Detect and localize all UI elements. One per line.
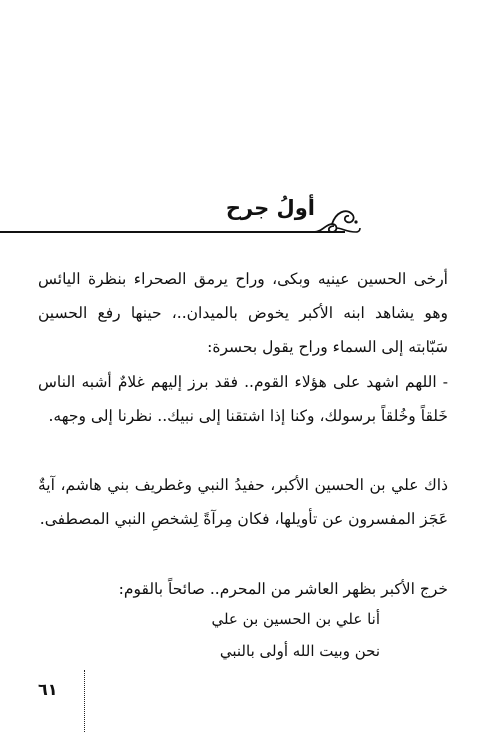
verse-line-2: نحن وبيت الله أولى بالنبي bbox=[219, 642, 380, 660]
page-number: ٦١ bbox=[38, 680, 58, 699]
header-rule bbox=[0, 231, 345, 233]
margin-dotted-line bbox=[84, 670, 85, 732]
paragraph-1: أرخى الحسين عينيه وبكى، وراح يرمق الصحراء بنظرة اليائس وهو يشاهد ابنه الأكبر يخوض بالميدان..، حينها رفع الحسين سَبّابته إلى السماء وراح يقول بحسرة: bbox=[38, 270, 448, 356]
ornament-icon bbox=[312, 202, 362, 238]
paragraph-2: - اللهم اشهد على هؤلاء القوم.. فقد برز إليهم غلامٌ أشبه الناس خَلقاً وخُلقاً برسولك، وكنا إذا اشتقنا إلى نبيك.. نظرنا إلى وجهه. bbox=[38, 373, 448, 425]
chapter-header bbox=[0, 190, 485, 250]
paragraph-3: ذاك علي بن الحسين الأكبر، حفيدُ النبي وغطريف بني هاشم، آيةٌ عَجَز المفسرون عن تأويلها، فكان مِرآةً لِشخصِ النبي المصطفى. bbox=[38, 476, 448, 528]
chapter-title: أولُ جرح bbox=[225, 196, 315, 220]
verse-line-1: أنا علي بن الحسين بن علي bbox=[211, 610, 380, 628]
paragraph-4: خرج الأكبر بظهر العاشر من المحرم.. صائحاً بالقوم: bbox=[118, 580, 448, 598]
